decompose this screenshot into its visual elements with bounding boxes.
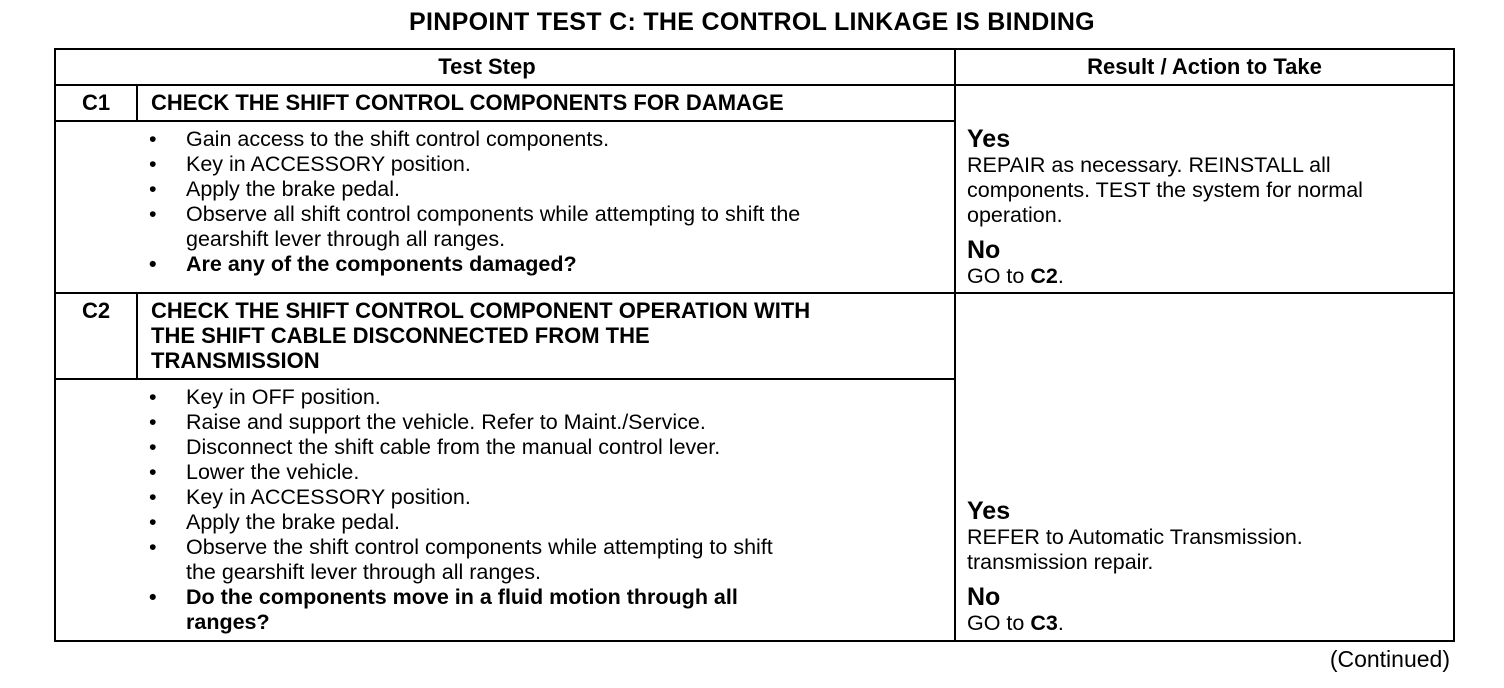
bullet-glyph: • [149,152,157,176]
goto-step-link[interactable]: C3 [1030,611,1058,635]
page-title: PINPOINT TEST C: THE CONTROL LINKAGE IS BINDING [409,8,1095,36]
result-no-label: No [967,236,1001,264]
step-id-c2: C2 [81,298,111,323]
result-yes-label: Yes [967,125,1011,153]
step-divider [56,292,1453,294]
column-divider-result [954,50,956,640]
result-yes-line: components. TEST the system for normal [967,178,1363,202]
list-item: • Key in ACCESSORY position. [149,152,471,176]
result-yes-line: operation. [967,203,1063,227]
step-id-c1: C1 [81,90,111,115]
pinpoint-test-table [54,48,1455,642]
header-divider [56,84,1453,86]
result-no-action: GO to C3. [967,611,1064,635]
c2-id-divider [136,294,138,379]
result-c1 [967,126,1363,289]
list-item: • Apply the brake pedal. [149,177,400,201]
bullet-glyph: • [149,252,157,276]
list-item: • Raise and support the vehicle. Refer to Maint./Service. [149,410,706,434]
list-item: • Key in ACCESSORY position. [149,485,471,509]
bullet-glyph: • [149,535,157,559]
result-yes-line: transmission repair. [967,550,1154,574]
step-bullets-c2 [149,385,773,635]
step-heading-c1: CHECK THE SHIFT CONTROL COMPONENTS FOR DAMAGE [151,90,784,115]
step-heading-c2: CHECK THE SHIFT CONTROL COMPONENT OPERATION WITH THE SHIFT CABLE DISCONNECTED FROM THE TRANSMISSION [151,298,811,373]
list-item: • Gain access to the shift control components. [149,127,610,151]
list-item: • Observe the shift control components while attempting to shift the gearshift lever through all ranges. [149,535,773,584]
list-item: • Disconnect the shift cable from the manual control lever. [149,435,721,459]
result-yes-label: Yes [967,497,1011,525]
bullet-glyph: • [149,127,157,151]
header-result: Result / Action to Take [1087,54,1322,79]
bullet-glyph: • [149,410,157,434]
bullet-glyph: • [149,460,157,484]
goto-step-link[interactable]: C2 [1030,264,1058,288]
bullet-glyph: • [149,177,157,201]
bullet-glyph: • [149,510,157,534]
bullet-glyph: • [149,435,157,459]
list-item-question: • Do the components move in a fluid motion through all ranges? [149,585,738,634]
list-item: • Observe all shift control components while attempting to shift the gearshift lever through all ranges. [149,202,801,251]
bullet-glyph: • [149,585,157,609]
result-yes-line: REPAIR as necessary. REINSTALL all [967,153,1331,177]
bullet-glyph: • [149,485,157,509]
c1-id-divider [136,86,138,121]
c2-heading-divider [56,378,954,380]
result-yes-line: REFER to Automatic Transmission. [967,525,1303,549]
bullet-glyph: • [149,202,157,226]
continued-label: (Continued) [1329,646,1450,672]
result-no-action: GO to C2. [967,264,1064,288]
result-c2 [967,498,1303,636]
list-item-question: • Are any of the components damaged? [149,252,577,276]
header-test-step: Test Step [438,54,536,79]
list-item: • Key in OFF position. [149,385,381,409]
step-bullets-c1 [149,127,800,277]
result-no-label: No [967,583,1001,611]
c1-heading-divider [56,120,954,122]
bullet-glyph: • [149,385,157,409]
list-item: • Lower the vehicle. [149,460,360,484]
list-item: • Apply the brake pedal. [149,510,400,534]
